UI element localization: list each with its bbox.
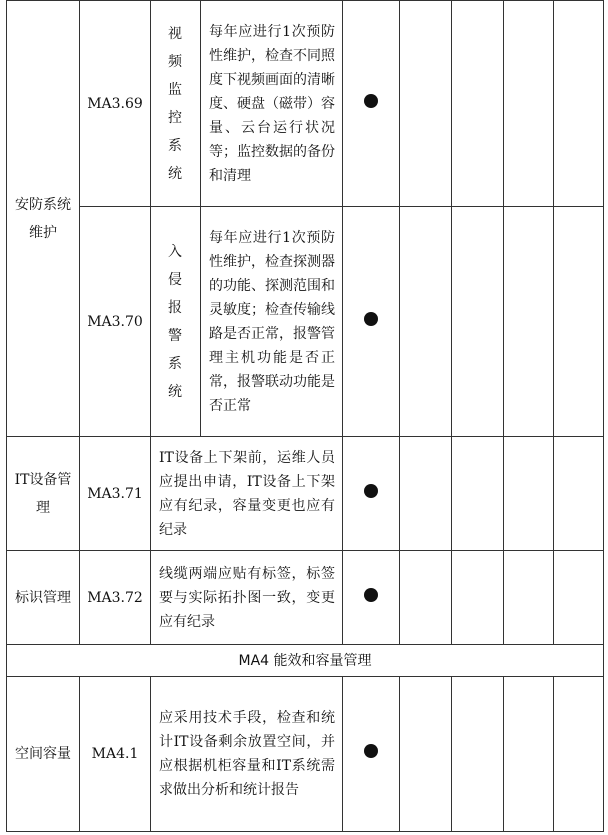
filled-dot-icon xyxy=(364,588,378,602)
subcategory-label: 视频监控系统 xyxy=(167,25,183,182)
filled-dot-icon xyxy=(364,744,378,758)
category-label: IT设备管理 xyxy=(14,471,72,516)
empty-cell xyxy=(452,1,504,207)
section-row xyxy=(7,645,604,677)
empty-cell xyxy=(554,437,604,551)
code-cell xyxy=(80,677,151,832)
mark-cell xyxy=(343,437,400,551)
description-cell xyxy=(151,551,343,645)
subcategory-label: 入侵报警系统 xyxy=(167,243,183,400)
table-row xyxy=(7,437,604,551)
empty-cell xyxy=(452,437,504,551)
code-cell xyxy=(80,551,151,645)
empty-cell xyxy=(504,677,554,832)
empty-cell xyxy=(554,207,604,437)
description-text: 应采用技术手段，检查和统计IT设备剩余放置空间，并应根据机柜容量和IT系统需求做出分析和统计报告 xyxy=(159,710,335,798)
empty-cell xyxy=(400,1,452,207)
description-text: 线缆两端应贴有标签，标签要与实际拓扑图一致，变更应有纪录 xyxy=(159,565,335,630)
empty-cell xyxy=(400,437,452,551)
code-cell xyxy=(80,207,151,437)
empty-cell xyxy=(504,551,554,645)
table-row xyxy=(7,551,604,645)
empty-cell xyxy=(554,551,604,645)
description-text: 每年应进行1次预防性维护，检查不同照度下视频画面的清晰度、硬盘（磁带）容量、云台运行状况等；监控数据的备份和清理 xyxy=(209,23,335,184)
description-cell xyxy=(151,437,343,551)
code-cell xyxy=(80,1,151,207)
empty-cell xyxy=(504,1,554,207)
category-cell xyxy=(7,677,80,832)
mark-cell xyxy=(343,1,400,207)
subcategory-cell xyxy=(151,1,201,207)
category-label: 空间容量 xyxy=(15,746,71,762)
empty-cell xyxy=(504,207,554,437)
empty-cell xyxy=(452,677,504,832)
category-label: 安防系统维护 xyxy=(15,196,71,241)
filled-dot-icon xyxy=(364,312,378,326)
description-cell xyxy=(201,207,343,437)
item-code: MA4.1 xyxy=(91,746,139,762)
category-cell xyxy=(7,551,80,645)
empty-cell xyxy=(452,551,504,645)
empty-cell xyxy=(554,1,604,207)
item-code: MA3.71 xyxy=(87,485,143,502)
filled-dot-icon xyxy=(364,484,378,498)
filled-dot-icon xyxy=(364,94,378,108)
item-code: MA3.70 xyxy=(87,313,143,330)
category-cell xyxy=(7,1,80,437)
category-label: 标识管理 xyxy=(15,589,71,606)
description-cell xyxy=(151,677,343,832)
description-text: 每年应进行1次预防性维护，检查探测器的功能、探测范围和灵敏度；检查传输线路是否正常，报警管理主机功能是否正常，报警联动功能是否正常 xyxy=(209,229,335,414)
description-text: IT设备上下架前，运维人员应提出申请，IT设备上下架应有纪录，容量变更也应有纪录 xyxy=(159,449,335,538)
empty-cell xyxy=(554,677,604,832)
empty-cell xyxy=(452,207,504,437)
mark-cell xyxy=(343,677,400,832)
table-row xyxy=(7,207,604,437)
item-code: MA3.72 xyxy=(87,589,143,606)
code-cell xyxy=(80,437,151,551)
mark-cell xyxy=(343,551,400,645)
empty-cell xyxy=(504,437,554,551)
table-row xyxy=(7,1,604,207)
subcategory-cell xyxy=(151,207,201,437)
description-cell xyxy=(201,1,343,207)
empty-cell xyxy=(400,207,452,437)
item-code: MA3.69 xyxy=(87,95,143,112)
table-row xyxy=(7,677,604,832)
maintenance-table xyxy=(6,0,604,832)
section-title: MA4 能效和容量管理 xyxy=(7,645,604,677)
empty-cell xyxy=(400,551,452,645)
empty-cell xyxy=(400,677,452,832)
category-cell xyxy=(7,437,80,551)
mark-cell xyxy=(343,207,400,437)
